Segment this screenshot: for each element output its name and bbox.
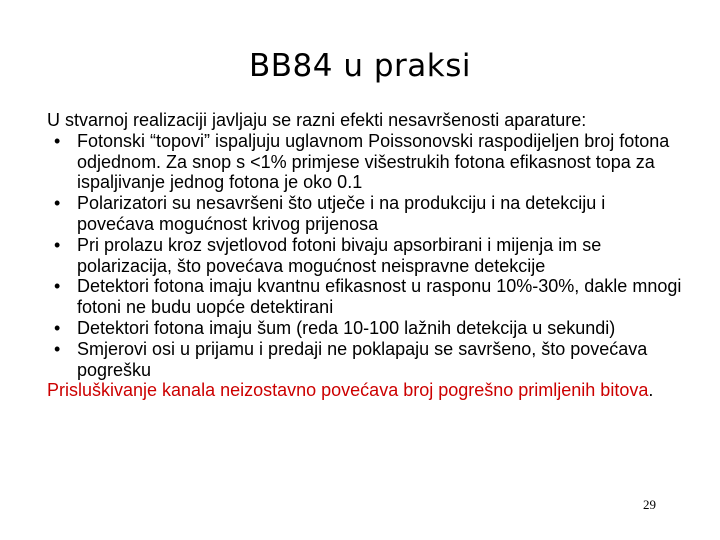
- conclusion-highlight: Prisluškivanje kanala neizostavno povećava broj pogrešno primljenih bitova: [47, 380, 649, 401]
- bullet-icon: •: [54, 338, 61, 359]
- bullet-icon: •: [54, 130, 61, 151]
- slide-title: BB84 u praksi: [249, 48, 471, 84]
- bullet-icon: •: [54, 193, 61, 214]
- bullet-text: Detektori fotona imaju šum (reda 10-100 lažnih detekcija u sekundi): [77, 317, 616, 338]
- bullet-icon: •: [54, 276, 61, 297]
- bullet-text: Fotonski “topovi” ispaljuju uglavnom Poissonovski raspodijeljen broj fotona odjednom. Za snop s <1% primjese višestrukih fotona efikasnost topa za ispaljivanje jednog fotona je oko 0.1: [77, 130, 670, 193]
- bullet-text: Detektori fotona imaju kvantnu efikasnost u rasponu 10%-30%, dakle mnogi fotoni ne budu uopće detektirani: [77, 276, 682, 318]
- bullet-item: [47, 193, 687, 235]
- bullet-item: [47, 235, 687, 277]
- bullet-item: [47, 131, 687, 193]
- bullet-item: [47, 339, 687, 381]
- bullet-text: Polarizatori su nesavršeni što utječe i na produkciju i na detekciju i povećava mogućnost krivog prijenosa: [77, 193, 606, 234]
- bullet-item: [47, 276, 687, 318]
- bullet-text: Smjerovi osi u prijamu i predaji ne poklapaju se savršeno, što povećava pogrešku: [77, 338, 648, 380]
- intro-text: U stvarnoj realizaciji javljaju se razni efekti nesavršenosti aparature:: [47, 110, 587, 130]
- bullet-icon: •: [54, 317, 61, 338]
- conclusion-text: [47, 380, 687, 401]
- slide-body: [47, 110, 687, 401]
- conclusion-period: .: [648, 380, 654, 401]
- page-number: 29: [643, 497, 656, 512]
- bullet-text: Pri prolazu kroz svjetlovod fotoni bivaju apsorbirani i mijenja im se polarizacija, što povećava mogućnost neispravne detekcije: [77, 234, 602, 276]
- bullet-list: [47, 131, 687, 381]
- bullet-item: [47, 318, 687, 339]
- bullet-icon: •: [54, 234, 61, 255]
